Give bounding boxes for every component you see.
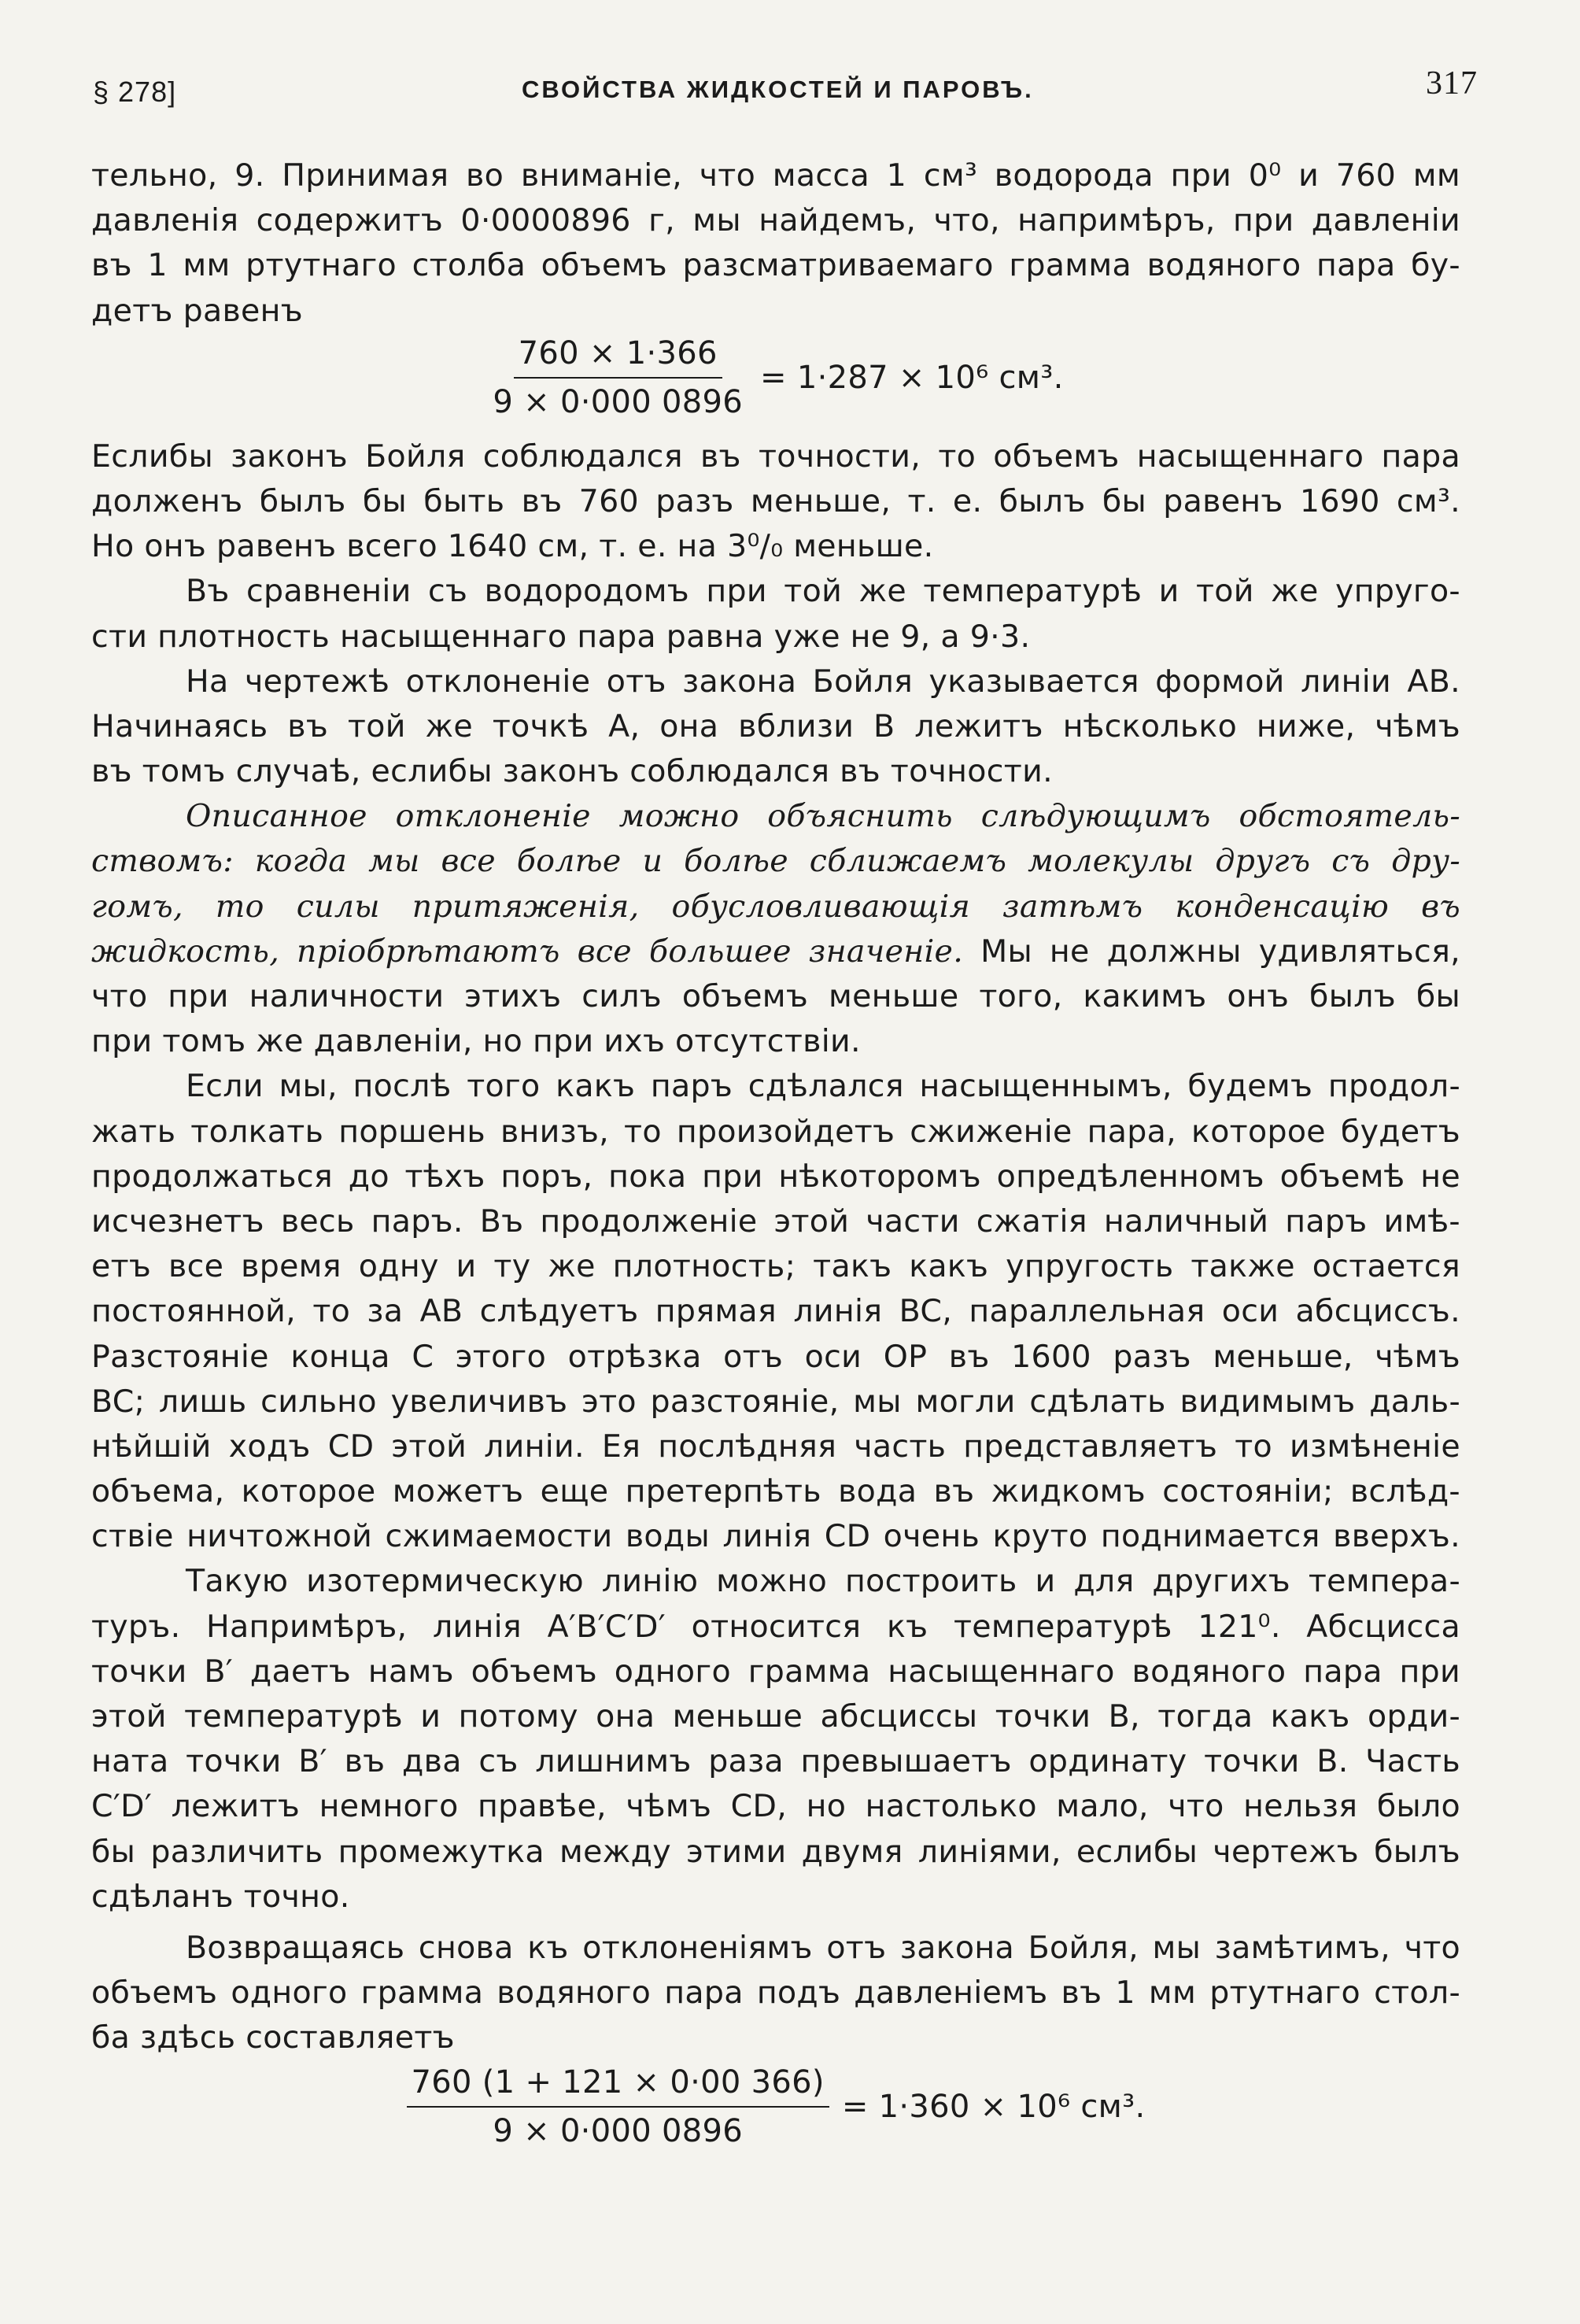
text-line: Такую изотермическую линію можно построить и для другихъ темпера-: [186, 1563, 1460, 1600]
text-line: ствіе ничтожной сжимаемости воды линія CD очень круто поднимается вверхъ.: [91, 1518, 1460, 1555]
text-line: бы различить промежутка между этими двумя линіями, еслибы чертежъ былъ: [91, 1833, 1460, 1870]
text-line: На чертежѣ отклоненіе отъ закона Бойля указывается формой линіи AB.: [186, 663, 1460, 700]
text-line: Разстояніе конца C этого отрѣзка отъ оси OP въ 1600 разъ меньше, чѣмъ: [91, 1338, 1460, 1375]
text-line: нѣйшій ходъ CD этой линіи. Ея послѣдняя часть представляетъ то измѣненіе: [91, 1428, 1460, 1465]
text-line: Возвращаясь снова къ отклоненіямъ отъ закона Бойля, мы замѣтимъ, что: [186, 1929, 1460, 1966]
text-line: ната точки B′ въ два съ лишнимъ раза превышаетъ ординату точки B. Часть: [91, 1743, 1460, 1780]
text-line: ба здѣсь составляетъ: [91, 2019, 455, 2056]
formula-1-numerator: 760 ⨯ 1·366: [514, 333, 722, 379]
formula-1: [91, 331, 1460, 425]
text-line: C′D′ лежитъ немного правѣе, чѣмъ CD, но настолько мало, что нельзя было: [91, 1788, 1460, 1825]
text-line: [91, 929, 1460, 974]
italic-text-line: ствомъ: когда мы все болѣе и болѣе сближаемъ молекулы другъ съ дру-: [91, 843, 1460, 880]
text-line: объемъ одного грамма водяного пара подъ давленіемъ въ 1 мм ртутнаго стол-: [91, 1975, 1460, 2012]
text-line: Но онъ равенъ всего 1640 см, т. е. на 3⁰/₀ меньше.: [91, 528, 934, 565]
formula-2-numerator: 760 (1 + 121 ⨯ 0·00 366): [407, 2062, 829, 2108]
text-line: жать толкать поршень внизъ, то произойдетъ сжиженіе пара, которое будетъ: [91, 1113, 1460, 1150]
formula-2-result: = 1·360 ⨯ 10⁶ см³.: [841, 2088, 1146, 2125]
text-line: постоянной, то за AB слѣдуетъ прямая линія BC, параллельная оси абсциссъ.: [91, 1293, 1460, 1330]
formula-2-fraction: [407, 2062, 829, 2152]
text-line: тельно, 9. Принимая во вниманіе, что масса 1 см³ водорода при 0⁰ и 760 мм: [91, 157, 1460, 194]
chapter-title: СВОЙСТВА ЖИДКОСТЕЙ И ПАРОВЪ.: [522, 76, 1034, 103]
page-number: 317: [1426, 65, 1478, 102]
formula-1-fraction: [488, 333, 748, 423]
text-line: точки B′ даетъ намъ объемъ одного грамма насыщеннаго водяного пара при: [91, 1653, 1460, 1690]
text-line: что при наличности этихъ силъ объемъ меньше того, какимъ онъ былъ бы: [91, 978, 1460, 1014]
text-line: Начинаясь въ той же точкѣ A, она вблизи B лежитъ нѣсколько ниже, чѣмъ: [91, 708, 1460, 744]
text-line: долженъ былъ бы быть въ 760 разъ меньше, т. е. былъ бы равенъ 1690 см³.: [91, 482, 1460, 519]
formula-2: [91, 2060, 1460, 2154]
text-line: этой температурѣ и потому она меньше абсциссы точки B, тогда какъ орди-: [91, 1698, 1460, 1735]
page-body: [91, 153, 1460, 2154]
formula-1-denominator: 9 ⨯ 0·000 0896: [493, 383, 743, 420]
text-line: Еслибы законъ Бойля соблюдался въ точности, то объемъ насыщеннаго пара: [91, 438, 1460, 475]
section-reference: § 278]: [93, 76, 177, 108]
italic-text-line: гомъ, то силы притяженія, обусловливающія затѣмъ конденсацію въ: [91, 888, 1460, 925]
text-line: Если мы, послѣ того какъ паръ сдѣлался насыщеннымъ, будемъ продол-: [186, 1068, 1460, 1105]
text-line: Въ сравненіи съ водородомъ при той же температурѣ и той же упруго-: [186, 573, 1460, 610]
text-line: давленія содержитъ 0·0000896 г, мы найдемъ, что, напримѣръ, при давленіи: [91, 202, 1460, 239]
italic-text-segment: жидкость, пріобрѣтаютъ все большее значеніе.: [91, 933, 964, 970]
text-segment: Мы не должны удивляться,: [963, 933, 1460, 970]
text-line: объема, которое можетъ еще претерпѣть вода въ жидкомъ состояніи; вслѣд-: [91, 1473, 1460, 1510]
text-line: продолжаться до тѣхъ поръ, пока при нѣкоторомъ опредѣленномъ объемѣ не: [91, 1158, 1460, 1195]
running-header: [93, 65, 1478, 112]
text-line: туръ. Напримѣръ, линія A′B′C′D′ относится къ температурѣ 121⁰. Абсцисса: [91, 1608, 1460, 1645]
text-line: сдѣланъ точно.: [91, 1878, 350, 1915]
text-line: при томъ же давленіи, но при ихъ отсутствіи.: [91, 1023, 861, 1060]
text-line: исчезнетъ весь паръ. Въ продолженіе этой части сжатія наличный паръ имѣ-: [91, 1203, 1460, 1240]
text-line: детъ равенъ: [91, 292, 303, 329]
formula-1-result: = 1·287 ⨯ 10⁶ см³.: [759, 359, 1064, 396]
italic-text-line: Описанное отклоненіе можно объяснить слѣдующимъ обстоятель-: [186, 798, 1460, 835]
text-line: сти плотность насыщеннаго пара равна уже не 9, а 9·3.: [91, 618, 1031, 655]
text-line: BC; лишь сильно увеличивъ это разстояніе, мы могли сдѣлать видимымъ даль-: [91, 1383, 1460, 1420]
text-line: въ томъ случаѣ, еслибы законъ соблюдался въ точности.: [91, 753, 1053, 790]
text-line: въ 1 мм ртутнаго столба объемъ разсматриваемаго грамма водяного пара бу-: [91, 247, 1460, 284]
formula-2-denominator: 9 ⨯ 0·000 0896: [493, 2112, 743, 2149]
text-line: етъ все время одну и ту же плотность; такъ какъ упругость также остается: [91, 1248, 1460, 1285]
